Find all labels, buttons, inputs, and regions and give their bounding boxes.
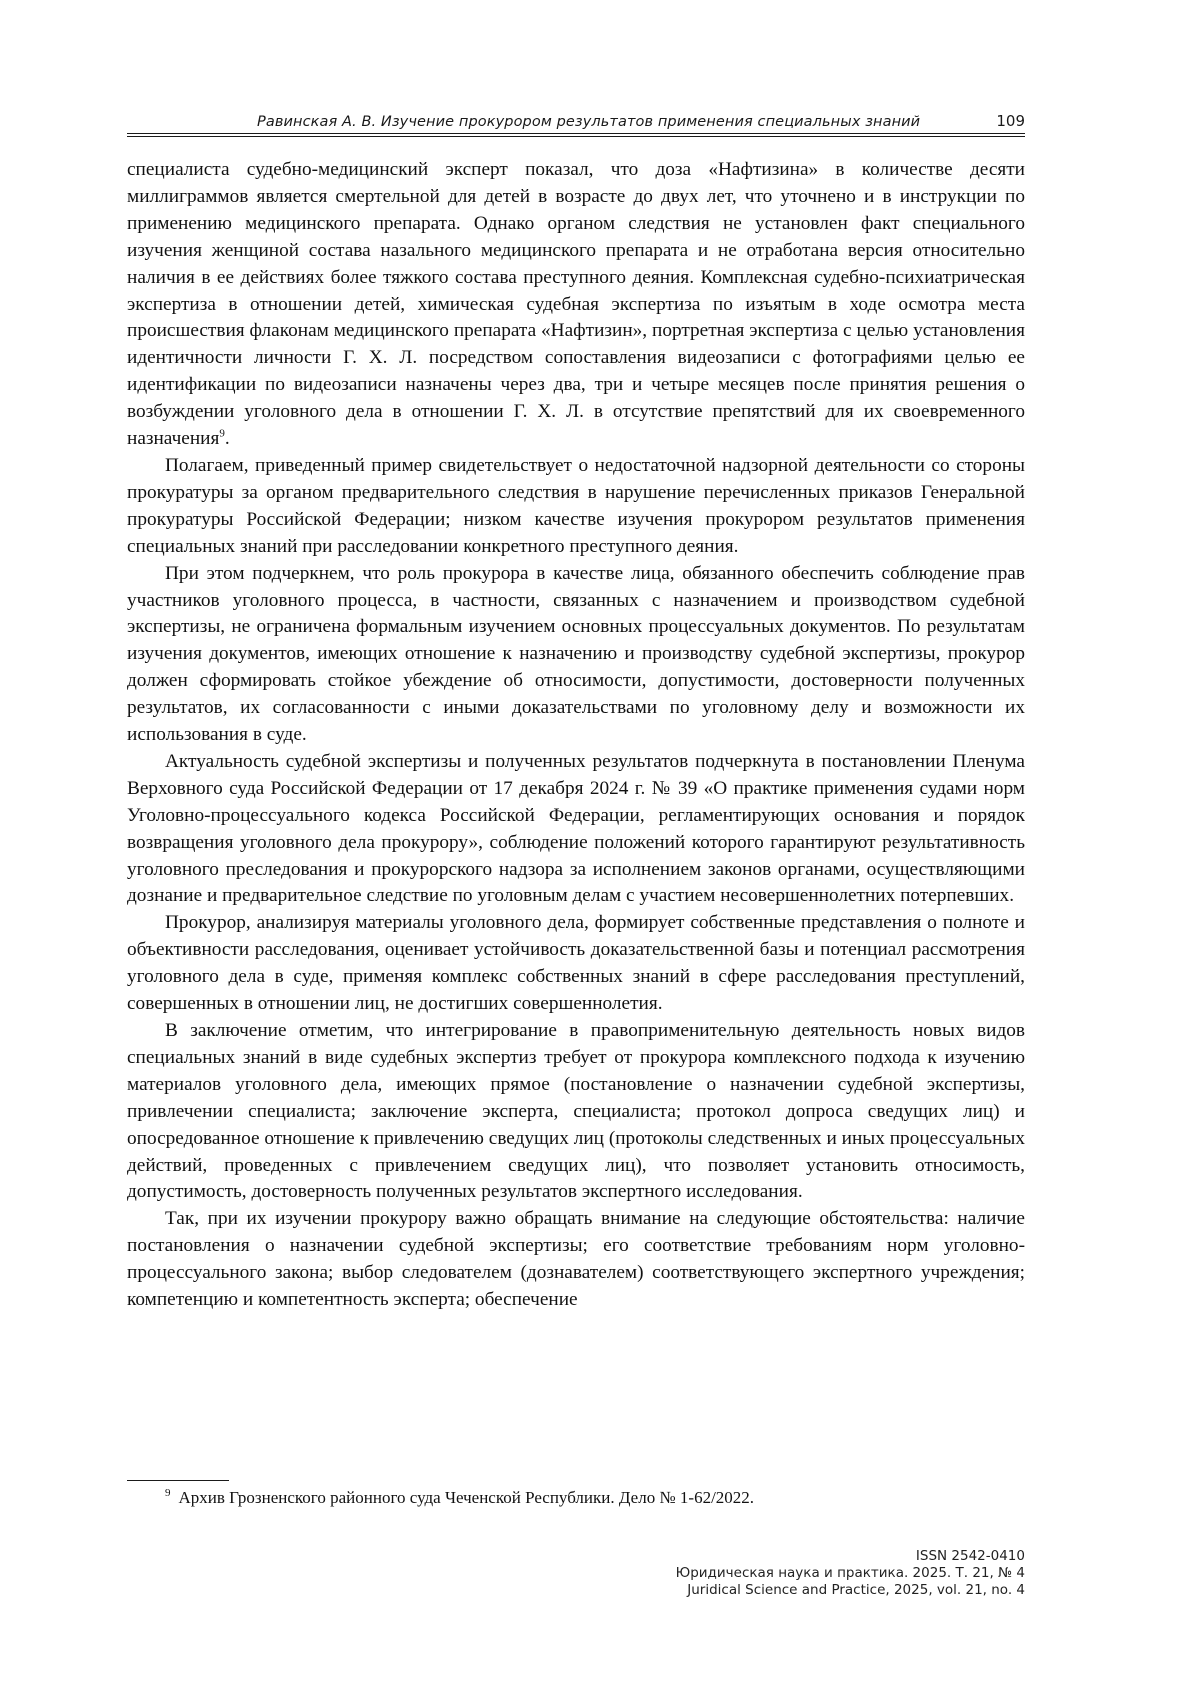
running-title: Равинская А. В. Изучение прокурором результатов применения специальных знаний <box>257 114 921 130</box>
paragraph-3: При этом подчеркнем, что роль прокурора в качестве лица, обязанного обеспечить соблюдение прав участников уголовного процесса, в частности, связанных с назначением и производством судебной экспертизы, не ограничена формальным изучением основных процессуальных документов. По результатам изучения документов, имеющих отношение к назначению и производству судебной экспертизы, прокурор должен сформировать стойкое убеждение об относимости, допустимости, достоверности полученных результатов, их согласованности с иными доказательствами по уголовному делу и возможности их использования в суде. <box>127 562 1025 746</box>
paragraph-1 <box>127 157 1025 453</box>
paragraph-6: В заключение отметим, что интегрирование в правоприменительную деятельность новых видов специальных знаний в виде судебных экспертиз требует от прокурора комплексного подхода к изучению материалов уголовного дела, имеющих прямое (постановление о назначении судебной экспертизы, привлечении специалиста; заключение эксперта, специалиста; протокол допроса сведущих лиц) и опосредованное отношение к привлечению сведущих лиц (протоколы следственных и иных процессуальных действий, проведенных с привлечением сведущих лиц), что позволяет установить относимость, допустимость, достоверность полученных результатов экспертного исследования. <box>127 1020 1025 1203</box>
footnote-mark: 9 <box>165 1487 171 1500</box>
issn: ISSN 2542-0410 <box>915 1548 1025 1564</box>
footnote-text: Архив Грозненского районного суда Чеченской Республики. Дело № 1-62/2022. <box>178 1488 755 1507</box>
journal-footer <box>676 1548 1025 1599</box>
journal-citation-en: Juridical Science and Practice, 2025, vol. 21, no. 4 <box>687 1582 1025 1598</box>
body-text <box>127 157 1025 1314</box>
paragraph-7: Так, при их изучении прокурору важно обращать внимание на следующие обстоятельства: наличие постановления о назначении судебной экспертизы; его соответствие требованиям норм уголовно-процессуального закона; выбор следователем (дознавателем) соответствующего экспертного учреждения; компетенцию и компетентность эксперта; обеспечение <box>127 1208 1025 1311</box>
paragraph-5: Прокурор, анализируя материалы уголовного дела, формирует собственные представления о полноте и объективности расследования, оценивает устойчивость доказательственной базы и потенциал рассмотрения уголовного дела в суде, применяя комплекс собственных знаний в сфере расследования преступлений, совершенных в отношении лиц, не достигших совершеннолетия. <box>127 912 1025 1015</box>
page-number: 109 <box>996 112 1025 130</box>
paragraph-text: специалиста судебно-медицинский эксперт показал, что доза «Нафтизина» в количестве десяти миллиграммов является смертельной для детей в возрасте до двух лет, что уточнено и в инструкции по применению медицинского препарата. Однако органом следствия не установлен факт специального изучения женщиной состава назального медицинского препарата и не отработана версия относительно наличия в ее действиях более тяжкого состава преступного деяния. Комплексная судебно-психиатрическая экспертиза в отношении детей, химическая судебная экспертиза по изъятым в ходе осмотра места происшествия флаконам медицинского препарата «Нафтизин», портретная экспертиза с целью установления идентичности личности Г. Х. Л. посредством сопоставления видеозаписи с фотографиями целью ее идентификации по видеозаписи назначены через два, три и четыре месяцев после принятия решения о возбуждении уголовного дела в отношении Г. Х. Л. в отсутствие препятствий для их своевременного назначения <box>127 159 1025 450</box>
paragraph-tail: . <box>224 428 230 450</box>
header-rule <box>127 133 1025 137</box>
journal-citation-ru: Юридическая наука и практика. 2025. Т. 21, № 4 <box>675 1565 1025 1581</box>
paragraph-4: Актуальность судебной экспертизы и полученных результатов подчеркнута в постановлении Пленума Верховного суда Российской Федерации от 17 декабря 2024 г. № 39 «О практике применения судами норм Уголовно-процессуального кодекса Российской Федерации, регламентирующих основания и порядок возвращения уголовного дела прокурору», соблюдение положений которого гарантируют результативность уголовного преследования и прокурорского надзора за исполнением законов органами, осуществляющими дознание и предварительное следствие по уголовным делам с участием несовершеннолетних потерпевших. <box>127 750 1025 907</box>
paragraph-2: Полагаем, приведенный пример свидетельствует о недостаточной надзорной деятельности со стороны прокуратуры за органом предварительного следствия в нарушение перечисленных приказов Генеральной прокуратуры Российской Федерации; низком качестве изучения прокурором результатов применения специальных знаний при расследовании конкретного преступного деяния. <box>127 454 1025 557</box>
footnote <box>165 1487 1025 1509</box>
running-header <box>127 112 1025 130</box>
footnote-rule <box>127 1480 229 1481</box>
footnote-ref[interactable]: 9 <box>219 427 225 440</box>
